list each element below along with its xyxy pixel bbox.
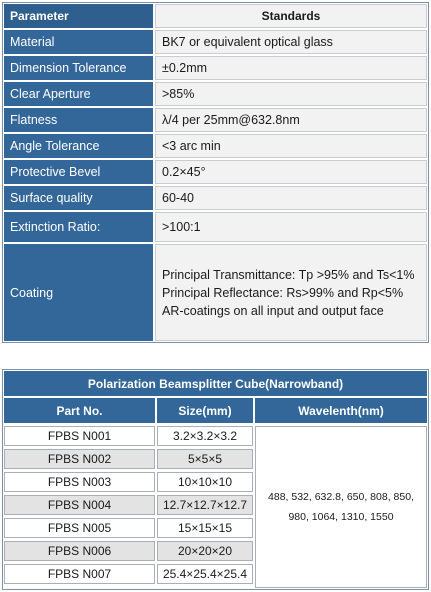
spec-value: >85% bbox=[155, 82, 427, 106]
part-no-header: Part No. bbox=[4, 398, 155, 423]
part-number-cell: FPBS N007 bbox=[4, 564, 155, 584]
spec-label: Dimension Tolerance bbox=[4, 56, 153, 80]
wavelength-cell: 488, 532, 632.8, 650, 808, 850, 980, 1064, 1310, 1550 bbox=[255, 426, 427, 588]
spec-header-row bbox=[4, 4, 427, 28]
specifications-table bbox=[2, 2, 429, 343]
spec-row bbox=[4, 82, 427, 106]
standards-header: Standards bbox=[155, 4, 427, 28]
coating-value bbox=[155, 244, 427, 341]
size-cell: 15×15×15 bbox=[157, 518, 253, 538]
coating-row bbox=[4, 244, 427, 341]
spec-row bbox=[4, 186, 427, 210]
part-number-cell: FPBS N002 bbox=[4, 449, 155, 469]
spec-row bbox=[4, 56, 427, 80]
coating-line: Principal Transmittance: Tp >95% and Ts<1% bbox=[162, 267, 415, 282]
size-cell: 10×10×10 bbox=[157, 472, 253, 492]
part-number-cell: FPBS N001 bbox=[4, 426, 155, 446]
spec-value: λ/4 per 25mm@632.8nm bbox=[155, 108, 427, 132]
part-number-cell: FPBS N003 bbox=[4, 472, 155, 492]
spec-value: ±0.2mm bbox=[155, 56, 427, 80]
size-cell: 25.4×25.4×25.4 bbox=[157, 564, 253, 584]
spec-label: Protective Bevel bbox=[4, 160, 153, 184]
spec-row bbox=[4, 212, 427, 242]
size-header: Size(mm) bbox=[157, 398, 253, 423]
coating-line: AR-coatings on all input and output face bbox=[162, 303, 384, 318]
table-title: Polarization Beamsplitter Cube(Narrowband) bbox=[4, 371, 427, 396]
spec-label: Angle Tolerance bbox=[4, 134, 153, 158]
spec-row bbox=[4, 160, 427, 184]
spec-label: Flatness bbox=[4, 108, 153, 132]
spec-value: >100:1 bbox=[155, 212, 427, 242]
wavelength-header: Wavelenth(nm) bbox=[255, 398, 427, 423]
spec-label: Clear Aperture bbox=[4, 82, 153, 106]
part-number-cell: FPBS N005 bbox=[4, 518, 155, 538]
spec-value: 0.2×45° bbox=[155, 160, 427, 184]
size-cell: 3.2×3.2×3.2 bbox=[157, 426, 253, 446]
part-number-table bbox=[2, 369, 429, 590]
spec-label: Surface quality bbox=[4, 186, 153, 210]
coating-line: Principal Reflectance: Rs>99% and Rp<5% bbox=[162, 285, 404, 300]
spec-value: <3 arc min bbox=[155, 134, 427, 158]
part-number-cell: FPBS N006 bbox=[4, 541, 155, 561]
size-cell: 12.7×12.7×12.7 bbox=[157, 495, 253, 515]
spec-row bbox=[4, 30, 427, 54]
spec-label: Material bbox=[4, 30, 153, 54]
size-cell: 20×20×20 bbox=[157, 541, 253, 561]
spec-value: 60-40 bbox=[155, 186, 427, 210]
parameter-header: Parameter bbox=[4, 4, 153, 28]
size-cell: 5×5×5 bbox=[157, 449, 253, 469]
spec-label: Extinction Ratio: bbox=[4, 212, 153, 242]
spec-row bbox=[4, 108, 427, 132]
spec-value: BK7 or equivalent optical glass bbox=[155, 30, 427, 54]
coating-label: Coating bbox=[4, 244, 153, 341]
part-number-cell: FPBS N004 bbox=[4, 495, 155, 515]
spec-row bbox=[4, 134, 427, 158]
